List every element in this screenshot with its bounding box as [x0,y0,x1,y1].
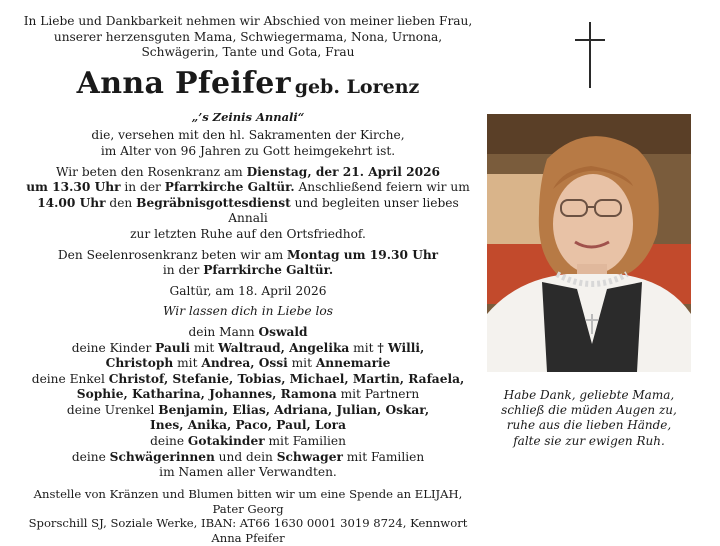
rosary-paragraph [22,165,474,243]
mourner-text: mit Partnern [336,387,420,402]
deceased-name-main: Anna Pfeifer [76,65,291,101]
poem-line: ruhe aus die lieben Hände, [506,418,672,433]
soul-rosary-church: Pfarrkirche Galtür. [203,263,334,278]
mourners-list [22,325,474,481]
memorial-poem [488,388,690,449]
donation-line: Sporschill SJ, Soziale Werke, IBAN: AT66 1630 0001 3019 8724, Kennwort Anna Pfeifer [28,516,468,546]
husband-name: Oswald [258,324,308,339]
mourner-text: deine [150,434,188,449]
mourner-text: deine [71,449,110,464]
child-name: Christoph [105,356,174,371]
rosary-date: Dienstag, der 21. April 2026 [246,164,441,179]
mourner-text: mit [349,340,378,355]
sisters-in-law-label: Schwägerinnen [109,449,215,464]
portrait-illustration [487,114,691,372]
mourner-text: deine Urenkel [66,402,159,417]
brother-in-law-label: Schwager [276,449,343,464]
child-partner-name: Andrea, Ossi [201,356,288,371]
farewell-line: Wir lassen dich in Liebe los [163,304,333,319]
mourner-text: deine Enkel [31,371,109,386]
latin-cross-icon [575,22,605,88]
deceased-nickname: „’s Zeinis Annali“ [191,109,305,124]
mourner-text: mit Familien [342,449,425,464]
grandchildren-names: Christof, Stefanie, Tobias, Michael, Martin, Rafaela, [108,371,465,386]
soul-rosary-date: Montag um 19.30 Uhr [287,247,439,262]
rosary-text: Anschließend feiern wir um [294,180,470,195]
donation-line: Anstelle von Kränzen und Blumen bitten wir um eine Spende an ELIJAH, Pater Georg [33,486,463,516]
soul-rosary-text: Den Seelenrosenkranz beten wir am [57,247,288,262]
sacraments-line: im Alter von 96 Jahren zu Gott heimgekehrt ist. [100,143,396,158]
place-date: Galtür, am 18. April 2026 [169,283,327,298]
great-grandchildren-names: Ines, Anika, Paco, Paul, Lora [150,418,346,433]
intro-line: unserer herzensguten Mama, Schwiegermama, Nona, Urnona, [53,29,443,44]
godchildren-label: Gotakinder [187,434,265,449]
child-partner-name: Waltraud, Angelika [218,340,350,355]
mourner-text: dein Mann [188,324,259,339]
portrait-photo [487,114,691,372]
mourner-text: mit [190,340,219,355]
child-name: Pauli [155,340,191,355]
intro-text [22,14,474,61]
mourner-text: mit [287,356,316,371]
donation-note [22,487,474,546]
soul-rosary-text: in der [162,263,204,278]
intro-line: In Liebe und Dankbarkeit nehmen wir Abschied von meiner lieben Frau, [23,14,473,28]
mourner-text: und dein [214,449,277,464]
mass-time: 14.00 Uhr [37,195,106,210]
rosary-church: Pfarrkirche Galtür. [164,180,295,195]
sacraments-line: die, versehen mit den hl. Sakramenten der Kirche, [91,128,405,143]
poem-line: Habe Dank, geliebte Mama, [503,388,675,402]
rosary-text: in der [120,180,165,195]
relatives-line: im Namen aller Verwandten. [159,465,337,480]
burial-line: zur letzten Ruhe auf den Ortsfriedhof. [130,226,366,241]
child-partner-name: Annemarie [315,356,391,371]
poem-line: falte sie zur ewigen Ruh. [513,433,665,448]
rosary-text: Wir beten den Rosenkranz am [55,164,247,179]
great-grandchildren-names: Benjamin, Elias, Adriana, Julian, Oskar, [158,402,430,417]
rosary-time: um 13.30 Uhr [26,180,121,195]
obituary-text-column [22,14,474,546]
intro-line: Schwägerin, Tante und Gota, Frau [141,45,355,60]
mourner-text: mit Familien [264,434,346,449]
deceased-name [22,67,474,106]
deceased-birth-name: geb. Lorenz [294,75,420,98]
child-partner-name: † Willi, [377,340,425,355]
rosary-text: den [105,195,137,210]
funeral-mass: Begräbnisgottesdienst [136,195,291,210]
rosary-text: und begleiten unser liebes Annali [228,195,459,226]
soul-rosary-paragraph [22,248,474,279]
mourner-text: deine Kinder [71,340,156,355]
grandchildren-names: Sophie, Katharina, Johannes, Ramona [76,387,337,402]
poem-line: schließ die müden Augen zu, [501,403,677,418]
mourner-text: mit [173,356,202,371]
